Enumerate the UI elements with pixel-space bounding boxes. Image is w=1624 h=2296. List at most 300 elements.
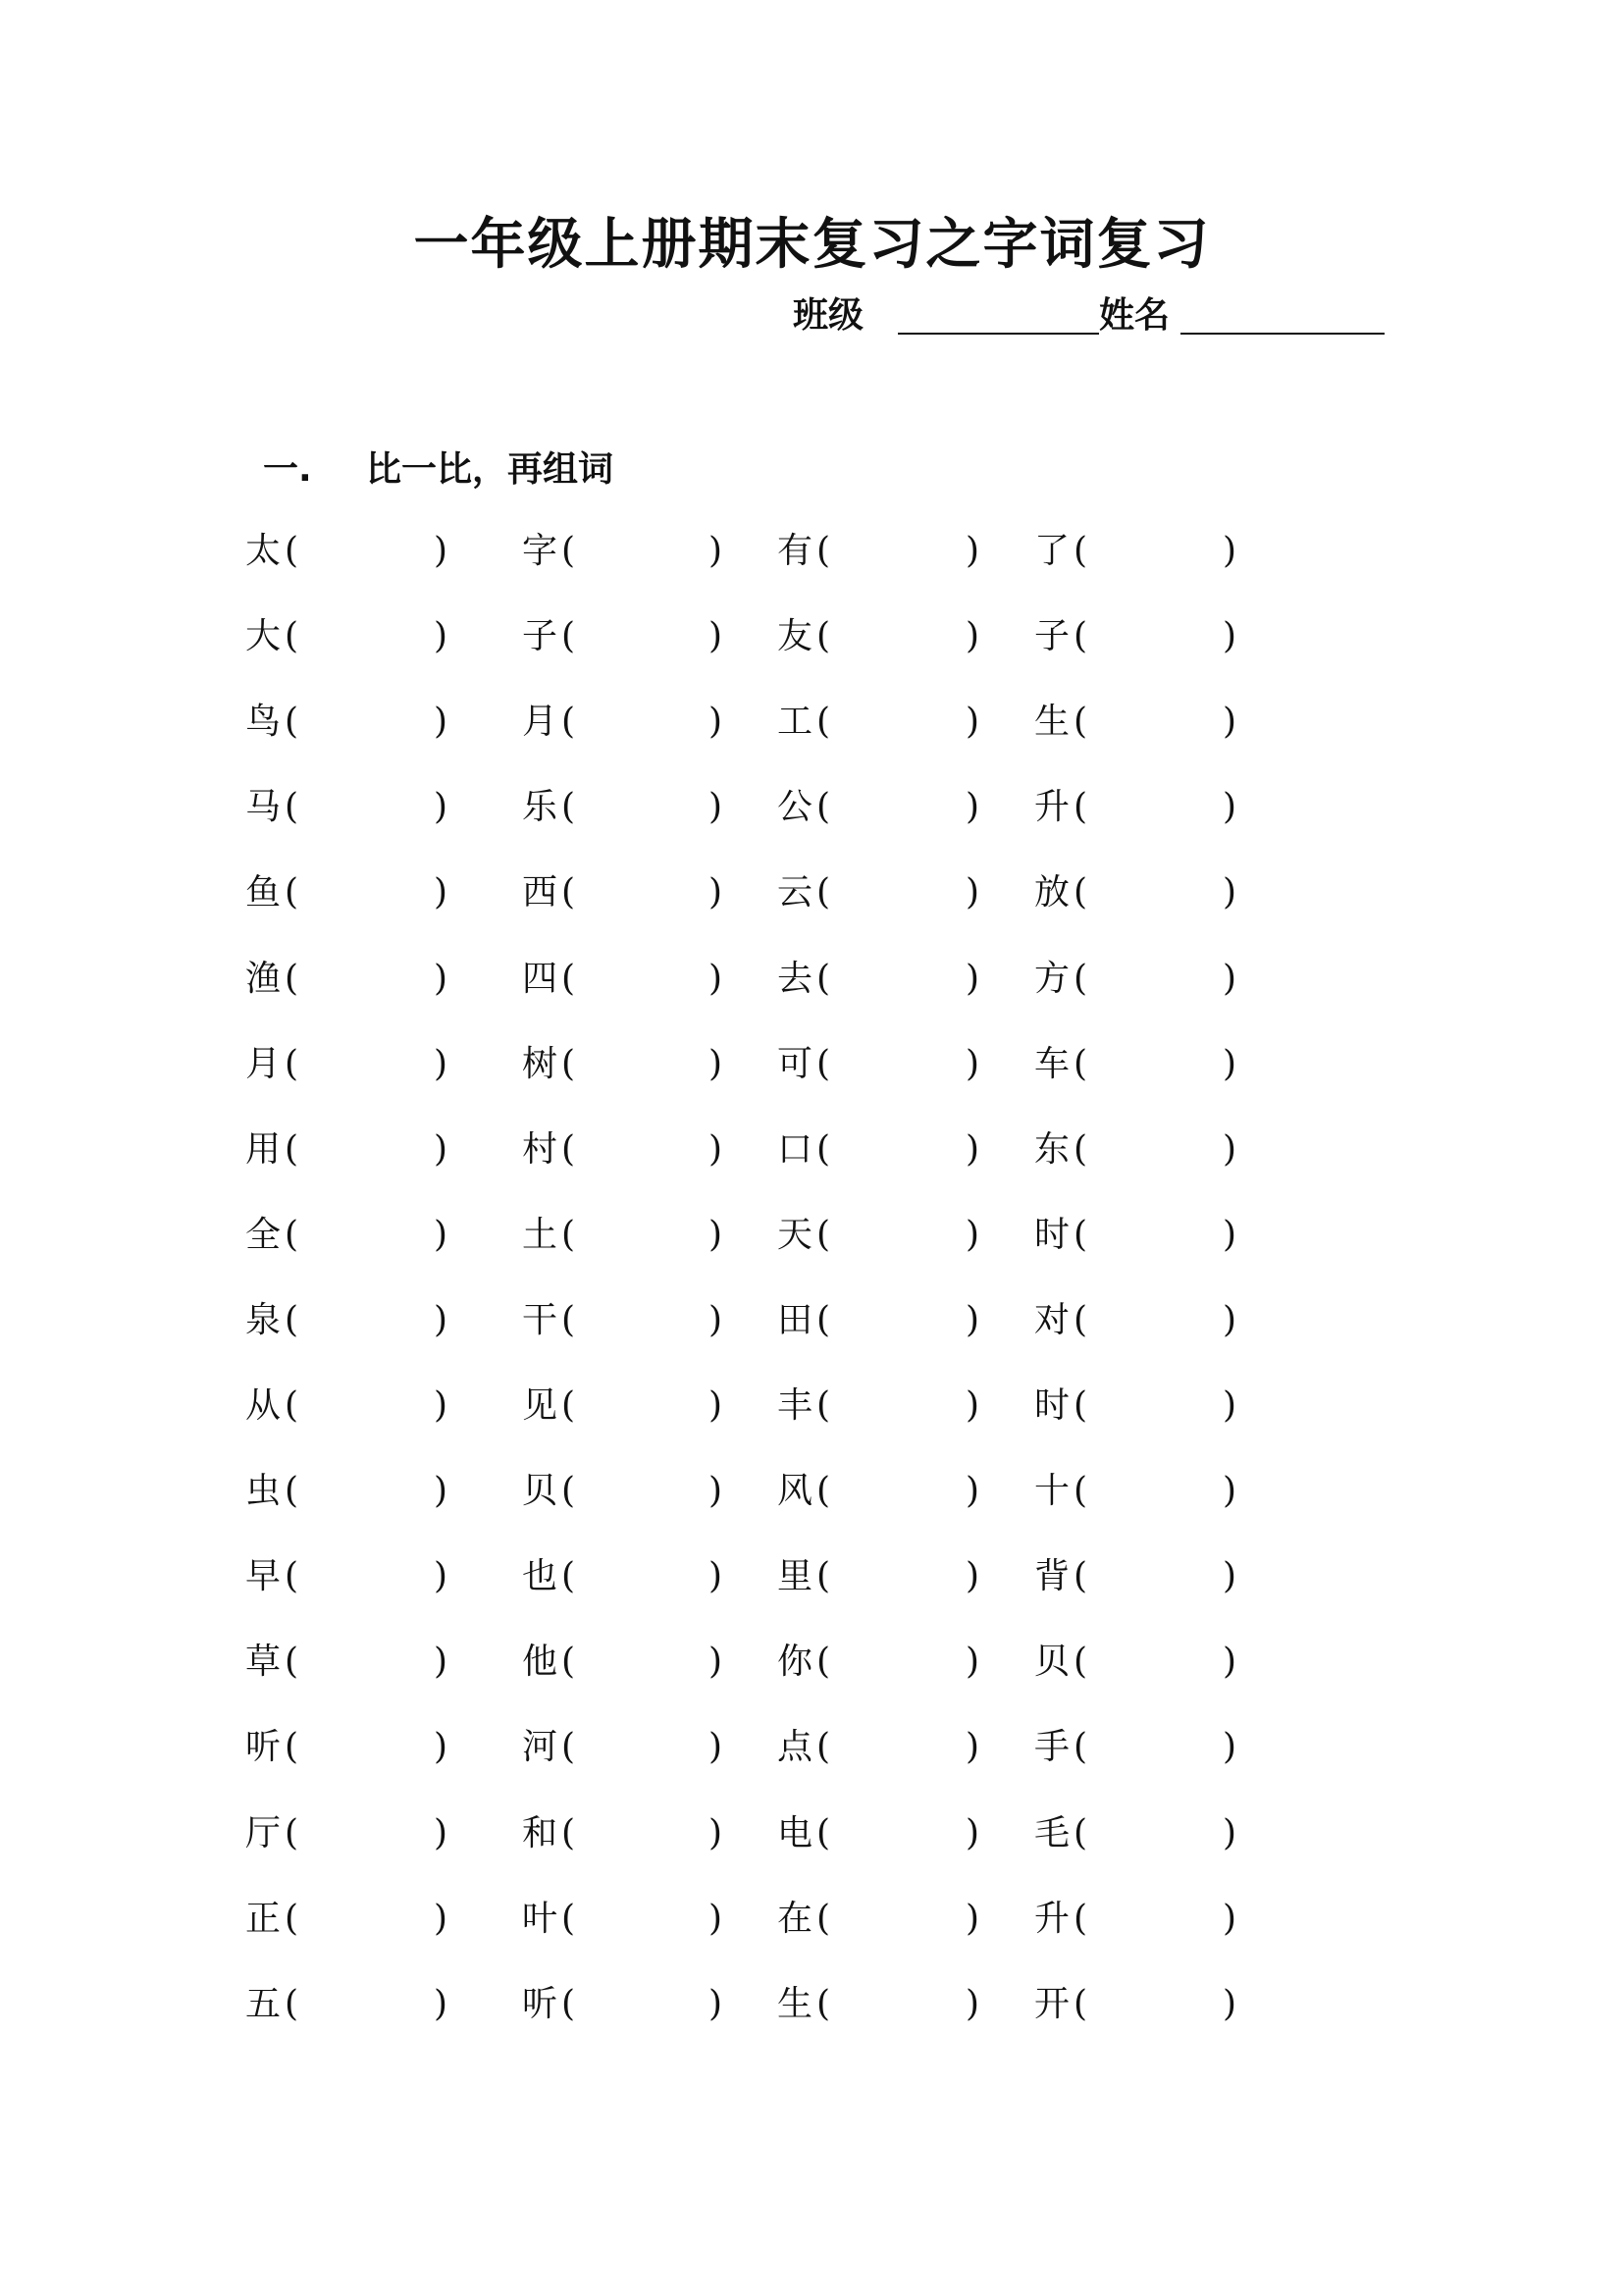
close-paren: ) [708, 1129, 723, 1170]
word-cell [1034, 1890, 1242, 1949]
character: 升 [1034, 1899, 1071, 1939]
character: 生 [1034, 702, 1071, 742]
close-paren: ) [708, 702, 723, 742]
character: 毛 [1034, 1813, 1071, 1853]
grid-row [0, 1718, 1624, 1777]
close-paren: ) [708, 1385, 723, 1426]
word-cell [1034, 950, 1242, 1009]
grid-row [0, 1291, 1624, 1350]
word-cell [777, 1291, 985, 1350]
character: 鸟 [245, 702, 282, 742]
close-paren: ) [966, 1984, 980, 2024]
character: 大 [245, 616, 282, 656]
open-paren: ( [816, 1556, 831, 1596]
open-paren: ( [816, 872, 831, 913]
word-cell [1034, 1462, 1242, 1521]
close-paren: ) [708, 616, 723, 656]
grid-row [0, 1462, 1624, 1521]
open-paren: ( [285, 1899, 299, 1939]
character: 开 [1034, 1984, 1071, 2024]
character: 早 [245, 1556, 282, 1596]
grid-row [0, 1121, 1624, 1179]
close-paren: ) [966, 872, 980, 913]
word-cell [1034, 1206, 1242, 1265]
open-paren: ( [1074, 872, 1088, 913]
character: 丰 [777, 1385, 813, 1426]
word-cell [245, 1804, 453, 1863]
close-paren: ) [434, 1984, 448, 2024]
close-paren: ) [434, 1129, 448, 1170]
close-paren: ) [1223, 959, 1237, 999]
open-paren: ( [561, 872, 576, 913]
word-cell [522, 693, 728, 752]
character: 点 [777, 1727, 813, 1767]
character: 背 [1034, 1556, 1071, 1596]
open-paren: ( [816, 1300, 831, 1340]
character: 时 [1034, 1215, 1071, 1255]
word-cell [777, 1377, 985, 1435]
close-paren: ) [434, 872, 448, 913]
close-paren: ) [708, 1813, 723, 1853]
character: 手 [1034, 1727, 1071, 1767]
open-paren: ( [285, 531, 299, 571]
open-paren: ( [816, 531, 831, 571]
open-paren: ( [1074, 1984, 1088, 2024]
close-paren: ) [966, 1215, 980, 1255]
open-paren: ( [285, 1300, 299, 1340]
open-paren: ( [561, 1899, 576, 1939]
word-cell [1034, 1633, 1242, 1692]
close-paren: ) [966, 959, 980, 999]
close-paren: ) [1223, 872, 1237, 913]
word-cell [522, 1462, 728, 1521]
close-paren: ) [434, 1385, 448, 1426]
grid-row [0, 950, 1624, 1009]
word-cell [245, 950, 453, 1009]
open-paren: ( [285, 1556, 299, 1596]
character: 厅 [245, 1813, 282, 1853]
character: 子 [1034, 616, 1071, 656]
open-paren: ( [561, 1727, 576, 1767]
word-cell [777, 1633, 985, 1692]
close-paren: ) [1223, 531, 1237, 571]
open-paren: ( [816, 1899, 831, 1939]
character: 西 [522, 872, 558, 913]
close-paren: ) [1223, 1044, 1237, 1084]
open-paren: ( [1074, 1300, 1088, 1340]
open-paren: ( [816, 1215, 831, 1255]
character: 电 [777, 1813, 813, 1853]
character: 土 [522, 1215, 558, 1255]
character: 时 [1034, 1385, 1071, 1426]
close-paren: ) [966, 531, 980, 571]
word-cell [777, 522, 985, 581]
open-paren: ( [285, 872, 299, 913]
close-paren: ) [1223, 1215, 1237, 1255]
word-cell [777, 693, 985, 752]
word-cell [777, 863, 985, 922]
close-paren: ) [966, 787, 980, 827]
close-paren: ) [434, 531, 448, 571]
grid-row [0, 607, 1624, 666]
close-paren: ) [1223, 1984, 1237, 2024]
close-paren: ) [434, 1300, 448, 1340]
character: 泉 [245, 1300, 282, 1340]
close-paren: ) [966, 1044, 980, 1084]
grid-row [0, 522, 1624, 581]
word-cell [777, 607, 985, 666]
open-paren: ( [561, 1129, 576, 1170]
close-paren: ) [708, 787, 723, 827]
character: 太 [245, 531, 282, 571]
word-cell [777, 1804, 985, 1863]
close-paren: ) [708, 1727, 723, 1767]
word-cell [522, 778, 728, 837]
character: 和 [522, 1813, 558, 1853]
open-paren: ( [285, 1642, 299, 1682]
open-paren: ( [816, 1385, 831, 1426]
grid-row [0, 1890, 1624, 1949]
open-paren: ( [285, 1984, 299, 2024]
open-paren: ( [816, 959, 831, 999]
word-cell [522, 1804, 728, 1863]
open-paren: ( [816, 1471, 831, 1511]
character: 去 [777, 959, 813, 999]
open-paren: ( [816, 702, 831, 742]
word-cell [777, 1890, 985, 1949]
character: 东 [1034, 1129, 1071, 1170]
open-paren: ( [561, 531, 576, 571]
character: 升 [1034, 787, 1071, 827]
character: 叶 [522, 1899, 558, 1939]
open-paren: ( [561, 1984, 576, 2024]
word-cell [245, 1035, 453, 1094]
open-paren: ( [561, 616, 576, 656]
character: 贝 [522, 1471, 558, 1511]
character: 从 [245, 1385, 282, 1426]
word-cell [1034, 607, 1242, 666]
character: 十 [1034, 1471, 1071, 1511]
close-paren: ) [434, 702, 448, 742]
character: 了 [1034, 531, 1071, 571]
close-paren: ) [708, 1300, 723, 1340]
close-paren: ) [1223, 1556, 1237, 1596]
open-paren: ( [561, 1813, 576, 1853]
character: 见 [522, 1385, 558, 1426]
word-cell [1034, 1291, 1242, 1350]
open-paren: ( [285, 1215, 299, 1255]
character: 乐 [522, 787, 558, 827]
character: 马 [245, 787, 282, 827]
character: 四 [522, 959, 558, 999]
open-paren: ( [1074, 1642, 1088, 1682]
close-paren: ) [966, 1385, 980, 1426]
close-paren: ) [708, 1471, 723, 1511]
word-cell [522, 1975, 728, 2034]
close-paren: ) [434, 616, 448, 656]
page-title: 一年级上册期末复习之字词复习 [413, 213, 1211, 277]
word-cell [522, 1291, 728, 1350]
word-cell [1034, 693, 1242, 752]
character: 子 [522, 616, 558, 656]
word-cell [777, 950, 985, 1009]
character: 河 [522, 1727, 558, 1767]
word-cell [245, 1206, 453, 1265]
open-paren: ( [1074, 1556, 1088, 1596]
close-paren: ) [708, 1642, 723, 1682]
grid-row [0, 1206, 1624, 1265]
open-paren: ( [285, 959, 299, 999]
character: 村 [522, 1129, 558, 1170]
grid-row [0, 778, 1624, 837]
word-cell [777, 1206, 985, 1265]
close-paren: ) [966, 1813, 980, 1853]
word-cell [245, 863, 453, 922]
open-paren: ( [1074, 1385, 1088, 1426]
character: 正 [245, 1899, 282, 1939]
open-paren: ( [285, 1813, 299, 1853]
character: 天 [777, 1215, 813, 1255]
close-paren: ) [1223, 1642, 1237, 1682]
character: 贝 [1034, 1642, 1071, 1682]
close-paren: ) [434, 1556, 448, 1596]
character: 有 [777, 531, 813, 571]
close-paren: ) [434, 959, 448, 999]
word-cell [1034, 863, 1242, 922]
close-paren: ) [434, 1044, 448, 1084]
open-paren: ( [561, 787, 576, 827]
open-paren: ( [816, 787, 831, 827]
open-paren: ( [285, 702, 299, 742]
grid-row [0, 1035, 1624, 1094]
close-paren: ) [966, 1129, 980, 1170]
close-paren: ) [1223, 1899, 1237, 1939]
close-paren: ) [434, 1471, 448, 1511]
close-paren: ) [1223, 1129, 1237, 1170]
section-instruction: 比一比，再组词 [366, 449, 614, 490]
character: 草 [245, 1642, 282, 1682]
open-paren: ( [816, 1129, 831, 1170]
word-cell [245, 778, 453, 837]
word-cell [522, 1890, 728, 1949]
character: 用 [245, 1129, 282, 1170]
close-paren: ) [966, 616, 980, 656]
open-paren: ( [561, 702, 576, 742]
word-cell [522, 522, 728, 581]
open-paren: ( [1074, 1471, 1088, 1511]
close-paren: ) [708, 1556, 723, 1596]
open-paren: ( [285, 1727, 299, 1767]
close-paren: ) [708, 1899, 723, 1939]
open-paren: ( [1074, 531, 1088, 571]
grid-row [0, 1804, 1624, 1863]
grid-row [0, 863, 1624, 922]
word-cell [522, 1206, 728, 1265]
word-cell [245, 1121, 453, 1179]
close-paren: ) [966, 1727, 980, 1767]
character: 全 [245, 1215, 282, 1255]
word-cell [245, 693, 453, 752]
open-paren: ( [1074, 702, 1088, 742]
close-paren: ) [434, 1642, 448, 1682]
open-paren: ( [1074, 959, 1088, 999]
close-paren: ) [966, 1471, 980, 1511]
word-cell [777, 1035, 985, 1094]
character: 在 [777, 1899, 813, 1939]
close-paren: ) [1223, 702, 1237, 742]
grid-row [0, 1377, 1624, 1435]
close-paren: ) [1223, 1300, 1237, 1340]
close-paren: ) [1223, 1471, 1237, 1511]
character: 你 [777, 1642, 813, 1682]
open-paren: ( [285, 616, 299, 656]
word-cell [777, 1462, 985, 1521]
character: 月 [522, 702, 558, 742]
character: 听 [245, 1727, 282, 1767]
close-paren: ) [708, 872, 723, 913]
word-cell [1034, 1121, 1242, 1179]
open-paren: ( [1074, 1215, 1088, 1255]
character: 可 [777, 1044, 813, 1084]
close-paren: ) [1223, 1813, 1237, 1853]
open-paren: ( [285, 1129, 299, 1170]
close-paren: ) [1223, 1727, 1237, 1767]
word-cell [522, 607, 728, 666]
word-cell [1034, 1718, 1242, 1777]
word-cell [522, 1121, 728, 1179]
word-cell [245, 1462, 453, 1521]
word-cell [777, 778, 985, 837]
close-paren: ) [434, 787, 448, 827]
word-cell [245, 1718, 453, 1777]
grid-row [0, 1975, 1624, 2034]
word-cell [1034, 1547, 1242, 1606]
character: 田 [777, 1300, 813, 1340]
word-cell [1034, 1804, 1242, 1863]
character: 渔 [245, 959, 282, 999]
grid-row [0, 1633, 1624, 1692]
open-paren: ( [561, 1385, 576, 1426]
word-cell [522, 1035, 728, 1094]
section-number: 一. [263, 449, 312, 490]
open-paren: ( [816, 1984, 831, 2024]
word-cell [245, 1291, 453, 1350]
open-paren: ( [816, 1727, 831, 1767]
character: 方 [1034, 959, 1071, 999]
close-paren: ) [1223, 787, 1237, 827]
character: 放 [1034, 872, 1071, 913]
open-paren: ( [1074, 1129, 1088, 1170]
character: 生 [777, 1984, 813, 2024]
grid-row [0, 693, 1624, 752]
word-cell [777, 1975, 985, 2034]
word-cell [1034, 1975, 1242, 2034]
character: 听 [522, 1984, 558, 2024]
open-paren: ( [561, 1642, 576, 1682]
close-paren: ) [708, 1044, 723, 1084]
word-cell [245, 522, 453, 581]
word-cell [777, 1547, 985, 1606]
character: 干 [522, 1300, 558, 1340]
word-cell [1034, 522, 1242, 581]
close-paren: ) [966, 1556, 980, 1596]
class-label: 班级 [793, 295, 864, 336]
name-label: 姓名 [1099, 295, 1171, 336]
character: 里 [777, 1556, 813, 1596]
open-paren: ( [816, 1044, 831, 1084]
open-paren: ( [285, 1471, 299, 1511]
open-paren: ( [816, 1642, 831, 1682]
open-paren: ( [561, 1300, 576, 1340]
close-paren: ) [1223, 616, 1237, 656]
word-cell [777, 1121, 985, 1179]
word-cell [245, 1547, 453, 1606]
open-paren: ( [561, 1471, 576, 1511]
word-cell [245, 1975, 453, 2034]
character: 鱼 [245, 872, 282, 913]
grid-row [0, 1547, 1624, 1606]
character: 五 [245, 1984, 282, 2024]
character: 云 [777, 872, 813, 913]
character: 口 [777, 1129, 813, 1170]
word-cell [245, 607, 453, 666]
open-paren: ( [1074, 1813, 1088, 1853]
open-paren: ( [285, 1385, 299, 1426]
close-paren: ) [1223, 1385, 1237, 1426]
open-paren: ( [561, 1215, 576, 1255]
character: 车 [1034, 1044, 1071, 1084]
character: 友 [777, 616, 813, 656]
character: 月 [245, 1044, 282, 1084]
character: 他 [522, 1642, 558, 1682]
character: 工 [777, 702, 813, 742]
open-paren: ( [1074, 787, 1088, 827]
word-cell [245, 1890, 453, 1949]
word-cell [522, 1718, 728, 1777]
open-paren: ( [1074, 1727, 1088, 1767]
word-cell [522, 950, 728, 1009]
close-paren: ) [708, 1215, 723, 1255]
word-cell [245, 1377, 453, 1435]
close-paren: ) [966, 1899, 980, 1939]
close-paren: ) [708, 1984, 723, 2024]
open-paren: ( [1074, 1044, 1088, 1084]
open-paren: ( [1074, 1899, 1088, 1939]
close-paren: ) [434, 1215, 448, 1255]
word-cell [1034, 1377, 1242, 1435]
word-cell [1034, 1035, 1242, 1094]
word-cell [1034, 778, 1242, 837]
close-paren: ) [434, 1727, 448, 1767]
open-paren: ( [561, 1556, 576, 1596]
close-paren: ) [434, 1899, 448, 1939]
close-paren: ) [708, 531, 723, 571]
open-paren: ( [285, 787, 299, 827]
word-cell [522, 1377, 728, 1435]
close-paren: ) [708, 959, 723, 999]
character: 公 [777, 787, 813, 827]
close-paren: ) [966, 1642, 980, 1682]
character: 字 [522, 531, 558, 571]
open-paren: ( [816, 1813, 831, 1853]
character: 也 [522, 1556, 558, 1596]
open-paren: ( [816, 616, 831, 656]
character: 风 [777, 1471, 813, 1511]
word-cell [522, 1633, 728, 1692]
close-paren: ) [966, 702, 980, 742]
close-paren: ) [966, 1300, 980, 1340]
character: 对 [1034, 1300, 1071, 1340]
